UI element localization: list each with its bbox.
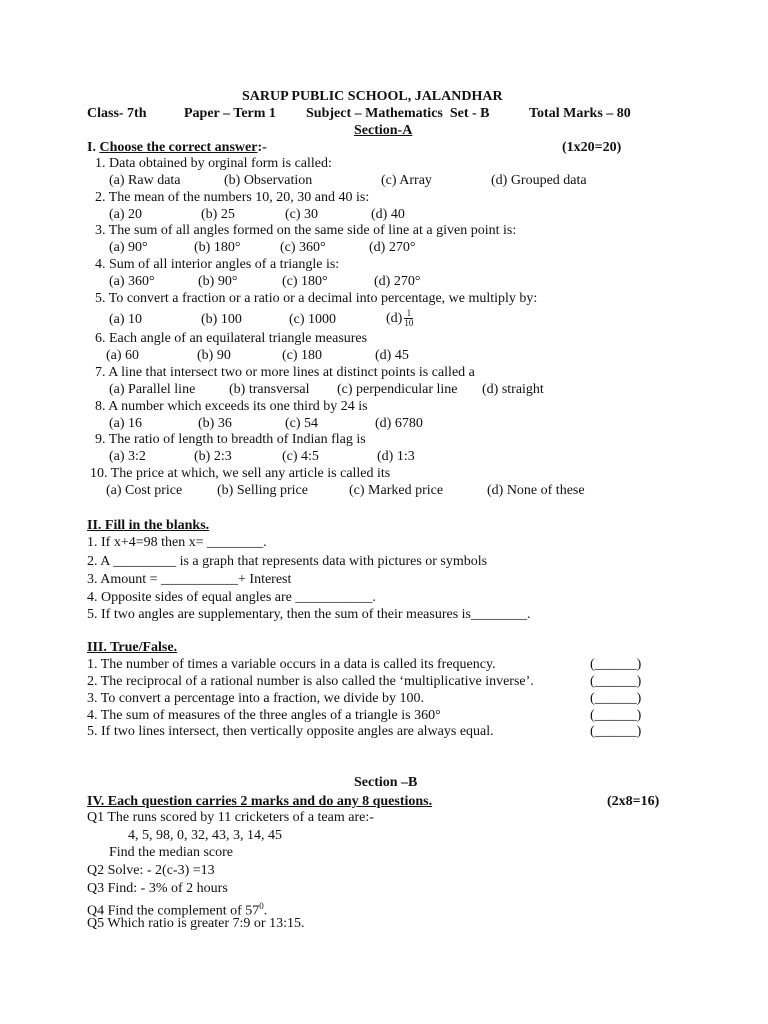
mcq-option: (c) 4:5 xyxy=(282,449,319,464)
mcq-question: 6. Each angle of an equilateral triangle measures xyxy=(95,331,368,346)
mcq-option: (c) perpendicular line xyxy=(337,382,458,397)
true-false-item: 3. To convert a percentage into a fraction, we divide by 100. xyxy=(87,691,424,706)
question-1: Q1 The runs scored by 11 cricketers of a team are:- xyxy=(87,810,374,825)
mcq-option: (b) 100 xyxy=(201,312,242,327)
mcq-option: (a) 90° xyxy=(109,240,148,255)
answer-blank: (______) xyxy=(590,708,642,723)
part2-heading: II. Fill in the blanks. xyxy=(87,518,210,533)
fill-blank-item: 4. Opposite sides of equal angles are ___________. xyxy=(87,590,376,605)
mcq-option: (c) 180° xyxy=(282,274,328,289)
section-b-title: Section –B xyxy=(354,775,418,790)
mcq-option: (c) 54 xyxy=(285,416,319,431)
mcq-option: (d) 1:3 xyxy=(377,449,415,464)
mcq-option: (d) 270° xyxy=(369,240,416,255)
mcq-option: (d) $\frac{1}{10}$ xyxy=(386,308,414,329)
mcq-question: 4. Sum of all interior angles of a triangle is: xyxy=(95,257,340,272)
mcq-option: (c) Marked price xyxy=(349,483,444,498)
answer-blank: (______) xyxy=(590,657,642,672)
fill-blank-item: 2. A _________ is a graph that represents data with pictures or symbols xyxy=(87,554,488,569)
mcq-question: 3. The sum of all angles formed on the same side of line at a given point is: xyxy=(95,223,517,238)
mcq-option: (d) 45 xyxy=(375,348,409,363)
mcq-option: (b) 90 xyxy=(197,348,231,363)
school-name: SARUP PUBLIC SCHOOL, JALANDHAR xyxy=(242,89,503,104)
question-4: Q4 Find the complement of $57^0$. xyxy=(87,901,268,919)
part3-heading: III. True/False. xyxy=(87,640,178,655)
mcq-option: (a) Cost price xyxy=(106,483,183,498)
part1-heading: I. Choose the correct answer:- xyxy=(87,140,267,155)
mcq-option: (b) 2:3 xyxy=(194,449,232,464)
fill-blank-item: 3. Amount = ___________+ Interest xyxy=(87,572,292,587)
part4-marks: (2x8=16) xyxy=(607,794,660,809)
mcq-option: (a) 3:2 xyxy=(109,449,146,464)
mcq-option: (b) 90° xyxy=(198,274,238,289)
answer-blank: (______) xyxy=(590,691,642,706)
mcq-option: (d) Grouped data xyxy=(491,173,587,188)
part1-marks: (1x20=20) xyxy=(562,140,622,155)
question-3: Q3 Find: - 3% of 2 hours xyxy=(87,881,228,896)
class-label: Class- 7th xyxy=(87,106,147,121)
subject-label: Subject – Mathematics Set - B xyxy=(306,106,490,121)
mcq-question: 2. The mean of the numbers 10, 20, 30 and 40 is: xyxy=(95,190,370,205)
question-1-data: 4, 5, 98, 0, 32, 43, 3, 14, 45 xyxy=(128,828,282,843)
mcq-option: (d) 40 xyxy=(371,207,405,222)
question-2: Q2 Solve: - 2(c-3) =13 xyxy=(87,863,215,878)
true-false-item: 2. The reciprocal of a rational number is also called the ‘multiplicative inverse’. xyxy=(87,674,534,689)
question-5: Q5 Which ratio is greater 7:9 or 13:15. xyxy=(87,916,305,931)
answer-blank: (______) xyxy=(590,724,642,739)
true-false-item: 5. If two lines intersect, then vertically opposite angles are always equal. xyxy=(87,724,494,739)
answer-blank: (______) xyxy=(590,674,642,689)
mcq-option: (a) 60 xyxy=(106,348,140,363)
mcq-question: 9. The ratio of length to breadth of Indian flag is xyxy=(95,432,366,447)
mcq-option: (a) Parallel line xyxy=(109,382,196,397)
mcq-question: 10. The price at which, we sell any article is called its xyxy=(90,466,391,481)
one-tenth-fraction: $\frac{1}{10}$ xyxy=(404,308,414,329)
mcq-option: (c) 180 xyxy=(282,348,323,363)
mcq-question: 1. Data obtained by orginal form is called: xyxy=(95,156,332,171)
section-a-title: Section-A xyxy=(354,123,413,138)
mcq-option: (d) None of these xyxy=(487,483,585,498)
mcq-question: 8. A number which exceeds its one third by 24 is xyxy=(95,399,368,414)
total-marks: Total Marks – 80 xyxy=(529,106,631,121)
mcq-option: (a) 10 xyxy=(109,312,143,327)
mcq-option: (a) Raw data xyxy=(109,173,181,188)
mcq-option: (c) 1000 xyxy=(289,312,337,327)
mcq-option: (a) 16 xyxy=(109,416,143,431)
mcq-option: (c) Array xyxy=(381,173,432,188)
mcq-option: (c) 30 xyxy=(285,207,319,222)
mcq-option: (d) straight xyxy=(482,382,544,397)
mcq-option: (a) 20 xyxy=(109,207,143,222)
mcq-option: (d) 6780 xyxy=(375,416,423,431)
fill-blank-item: 5. If two angles are supplementary, then the sum of their measures is________. xyxy=(87,607,531,622)
paper-label: Paper – Term 1 xyxy=(184,106,276,121)
part4-heading: IV. Each question carries 2 marks and do any 8 questions. xyxy=(87,794,433,809)
mcq-option: (b) 180° xyxy=(194,240,241,255)
mcq-option: (b) transversal xyxy=(229,382,310,397)
true-false-item: 4. The sum of measures of the three angles of a triangle is 360° xyxy=(87,708,441,723)
mcq-question: 5. To convert a fraction or a ratio or a decimal into percentage, we multiply by: xyxy=(95,291,538,306)
fill-blank-item: 1. If x+4=98 then x= ________. xyxy=(87,535,267,550)
question-1-task: Find the median score xyxy=(109,845,234,860)
mcq-option: (c) 360° xyxy=(280,240,326,255)
mcq-option: (d) 270° xyxy=(374,274,421,289)
true-false-item: 1. The number of times a variable occurs in a data is called its frequency. xyxy=(87,657,496,672)
mcq-option: (a) 360° xyxy=(109,274,155,289)
mcq-option: (b) 25 xyxy=(201,207,235,222)
mcq-option: (b) Observation xyxy=(224,173,313,188)
mcq-option: (b) Selling price xyxy=(217,483,308,498)
mcq-option: (b) 36 xyxy=(198,416,232,431)
mcq-question: 7. A line that intersect two or more lines at distinct points is called a xyxy=(95,365,475,380)
